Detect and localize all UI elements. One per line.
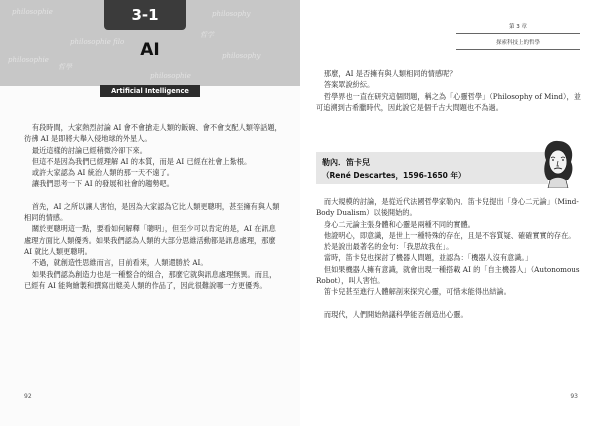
paragraph: 於是說出最著名的金句：「我思故我在」。 [323,242,454,252]
paragraph: 有段時間，大家熱烈討論 AI 會不會搶走人類的飯碗、會不會支配人類等話題，彷彿 AI 是即將大舉入侵地球的外星人。 [24,123,282,144]
descartes-portrait-icon [538,138,578,188]
header-word: philosophy [222,52,261,60]
chapter-label: 第 3 章 [509,24,527,30]
chapter-tab: 3-1 [104,0,186,30]
header-word: philosophie filo [70,38,125,46]
divider [456,49,580,50]
paragraph: 但如果機器人擁有意識，就會出現一種搭載 AI 的「自主機器人」（Autonomous Robot），叫人害怕。 [316,264,580,286]
header-word: philosophie [8,56,49,64]
running-head [456,22,580,50]
paragraph: 首先，AI 之所以讓人害怕，是因為大家認為它比人類更聰明，甚至擁有與人類相同的情感。 [24,201,280,223]
paragraph: 但這不是因為我們已經理解 AI 的本質，而是 AI 已經在社會上紮根。 [31,156,252,166]
header-word: 哲學 [58,63,72,71]
paragraph: 讓我們思考一下 AI 的發展和社會的趨勢吧。 [31,179,174,189]
page-number-right: 93 [570,393,578,400]
philosopher-dates: （René Descartes，1596-1650 年） [322,171,466,180]
paragraph: 不過，就創造性思維而言，目前看來，人類還勝於 AI。 [31,258,208,268]
header-band [0,0,300,86]
paragraph: 而現代，人們開始熱議科學能否創造出心靈。 [323,309,468,319]
paragraph: 如果我們認為創造力也是一種整合的組合，那麼它就與訊息處理無異。而且，已經有 AI 能夠繪製和撰寫出媲美人類的作品了，因此很難說哪一方更優秀。 [24,269,277,290]
header-word: philosophy [212,10,251,18]
running-title: 探索科技上的哲學 [495,40,540,46]
paragraph: 他證明心，即意識，是世上一種特殊的存在，且是不容質疑、確確實實的存在。 [323,230,576,240]
page-number-left: 92 [24,393,32,400]
header-word: philosophie [12,8,53,16]
section-subtitle-label: Artificial Intelligence [100,85,200,97]
paragraph: 或許大家認為 AI 統治人類的那一天不遠了。 [31,168,174,178]
section-title: AI [140,40,160,60]
paragraph: 而大規模的討論，是從近代法國哲學家勒內．笛卡兒提出「身心二元論」（Mind-Body Dualism）以後開始的。 [316,197,579,218]
divider [456,33,580,34]
paragraph: 那麼，AI 是否擁有與人類相同的情感呢？ [323,69,457,78]
header-word: philosophie [150,72,191,80]
right-body-text-top [316,68,586,113]
paragraph: 關於更聰明這一點，要看如何解釋「聰明」，但至少可以肯定的是，AI 在訊息處理方面比人類優秀。如果我們認為人類的大部分思維活動都是訊息處理，那麼 AI 就比人類更聰明。 [24,224,276,256]
paragraph: 答案眾說紛紜。 [323,80,375,90]
paragraph: 笛卡兒甚至進行人體解剖來探究心靈，可惜未能得出結論。 [323,287,511,297]
paragraph: 最近這樣的討論已經稍微冷卻下來。 [31,145,147,155]
paragraph: 當時，笛卡兒也探討了機器人問題，並認為：「機器人沒有意識。」 [323,253,533,263]
philosopher-box [316,152,548,184]
right-page [300,0,600,426]
philosopher-name: 勒內．笛卡兒 [322,158,370,167]
header-word: 哲学 [200,31,214,39]
paragraph: 哲學界也一直在研究這個問題，稱之為「心靈哲學」（Philosophy of Mind），並可追溯到古希臘時代，因此說它是個千古大問題也不為過。 [316,91,581,112]
left-body-text [24,122,282,291]
right-body-text-bottom [316,196,586,320]
paragraph: 身心二元論主張身體和心靈是兩種不同的實體。 [323,219,475,229]
